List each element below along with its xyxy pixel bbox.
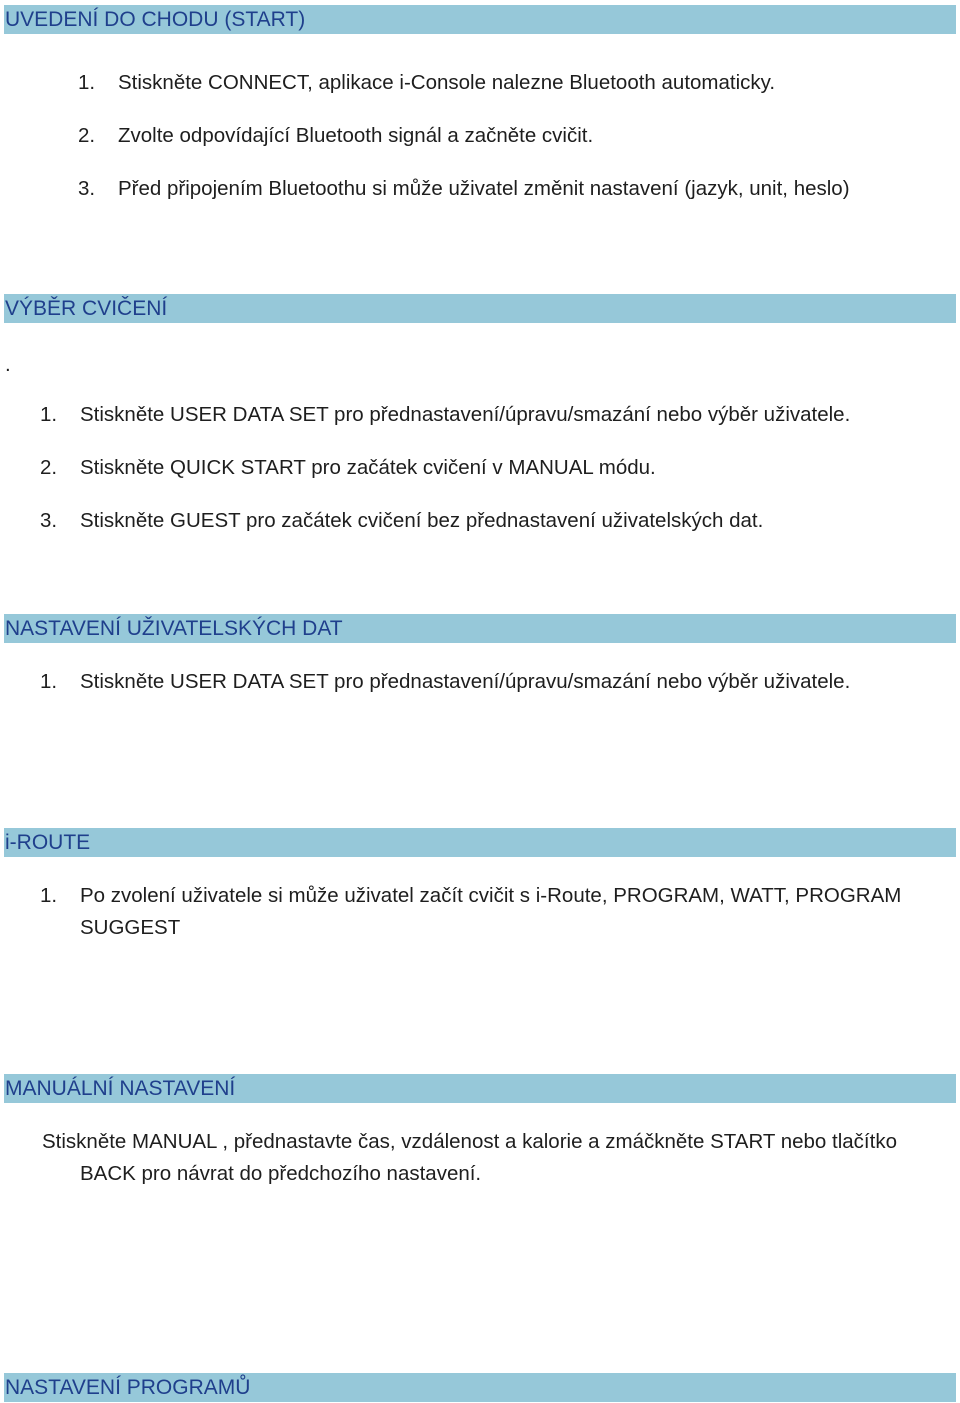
list-item-text: Zvolte odpovídající Bluetooth signál a začněte cvičit. [118,124,594,147]
paragraph-line: BACK pro návrat do předchozího nastavení. [80,1162,482,1185]
list-item-text: Stiskněte GUEST pro začátek cvičení bez přednastavení uživatelských dat. [80,509,764,532]
section-heading-start: UVEDENÍ DO CHODU (START) [4,5,956,34]
stray-dot: . [5,353,11,376]
list-item-text: Stiskněte QUICK START pro začátek cvičení v MANUAL módu. [80,456,656,479]
list-item-number: 3. [78,177,96,200]
section-heading-i-route: i-ROUTE [4,828,956,857]
list-item-number: 3. [40,509,58,532]
list-item-text: Po zvolení uživatele si může uživatel začít cvičit s i-Route, PROGRAM, WATT, PROGRAM [80,884,902,907]
list-item-text: Stiskněte CONNECT, aplikace i-Console nalezne Bluetooth automaticky. [118,71,776,94]
section-heading-manual-settings: MANUÁLNÍ NASTAVENÍ [4,1074,956,1103]
section-heading-user-data: NASTAVENÍ UŽIVATELSKÝCH DAT [4,614,956,643]
list-item-number: 2. [78,124,96,147]
list-item-number: 1. [40,403,58,426]
list-item-text: Stiskněte USER DATA SET pro přednastavení/úpravu/smazání nebo výběr uživatele. [80,403,851,426]
list-item-text: Stiskněte USER DATA SET pro přednastavení/úpravu/smazání nebo výběr uživatele. [80,670,851,693]
list-item-text-continuation: SUGGEST [80,916,181,939]
list-item-number: 2. [40,456,58,479]
list-item-text: Před připojením Bluetoothu si může uživatel změnit nastavení (jazyk, unit, heslo) [118,177,850,200]
list-item-number: 1. [78,71,96,94]
section-heading-program-settings: NASTAVENÍ PROGRAMŮ [4,1373,956,1402]
section-heading-exercise-selection: VÝBĚR CVIČENÍ [4,294,956,323]
list-item-number: 1. [40,670,58,693]
paragraph-line: Stiskněte MANUAL , přednastavte čas, vzdálenost a kalorie a zmáčkněte START nebo tlačítko [42,1130,897,1153]
list-item-number: 1. [40,884,58,907]
